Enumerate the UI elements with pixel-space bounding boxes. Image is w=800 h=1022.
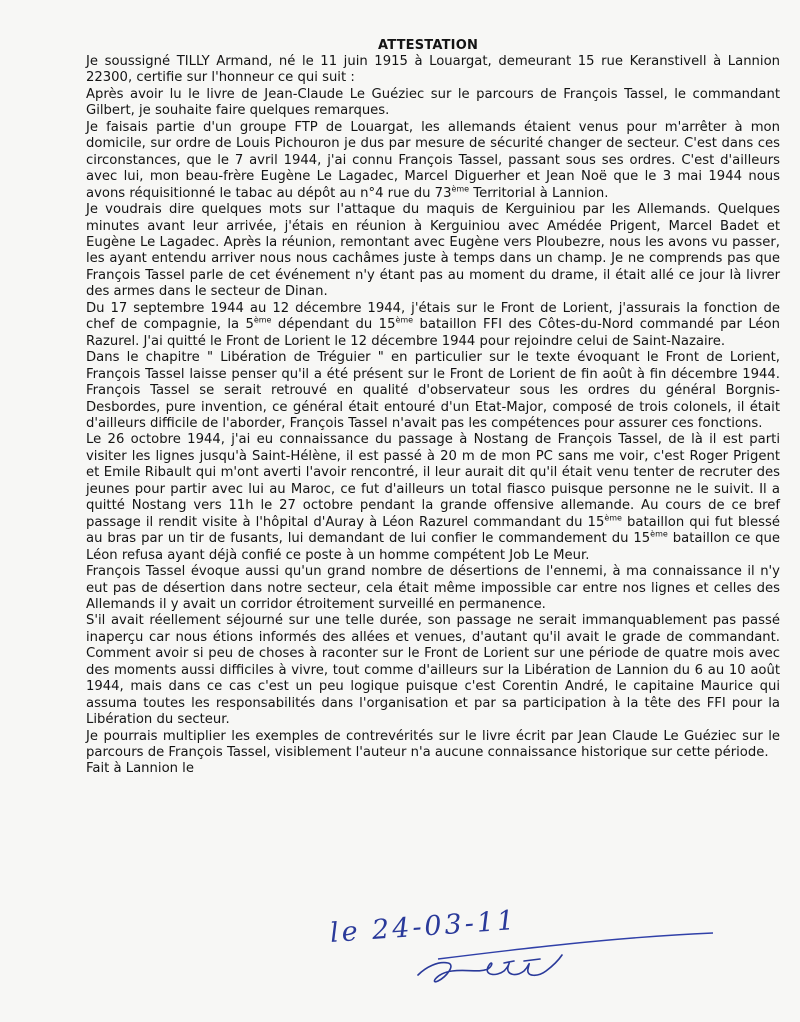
paragraph: Du 17 septembre 1944 au 12 décembre 1944, j'étais sur le Front de Lorient, j'assurais la fonction de chef de compagnie, la 5ème dépendant du 15ème bataillon FFI des Côtes-du-Nord commandé par Léon Razurel. J'ai quitté le Front de Lorient le 12 décembre 1944 pour rejoindre celui de Saint-Nazaire. xyxy=(86,300,780,349)
paragraph: Je pourrais multiplier les exemples de contrevérités sur le livre écrit par Jean Claude Le Guéziec sur le parcours de François Tassel, visiblement l'auteur n'a aucune connaissance historique sur cette période. xyxy=(86,728,780,761)
paragraph: Après avoir lu le livre de Jean-Claude Le Guéziec sur le parcours de François Tassel, le commandant Gilbert, je souhaite faire quelques remarques. xyxy=(86,86,780,119)
document-title: ATTESTATION xyxy=(377,38,479,53)
paragraph: Je voudrais dire quelques mots sur l'attaque du maquis de Kerguiniou par les Allemands. Quelques minutes avant leur arrivée, j'étais en réunion à Kerguiniou avec Amédée Prigent, Marcel Badet et Eugène Le Lagadec. Après la réunion, remontant avec Eugène vers Ploubezre, nous les avons vu passer, les ayant entendu arriver nous nous cachâmes juste à temps dans un champ. Je ne comprends pas que François Tassel parle de cet événement n'y étant pas au moment du drame, il était allé ce jour là livrer des armes dans le secteur de Dinan. xyxy=(86,202,780,300)
paragraph: François Tassel évoque aussi qu'un grand nombre de désertions de l'ennemi, à ma connaissance il n'y eut pas de désertion dans notre secteur, cela était même impossible car entre nos lignes et celles des Allemands il y avait un corridor étroitement surveillé en permanence. xyxy=(86,564,780,612)
paragraph: Le 26 octobre 1944, j'ai eu connaissance du passage à Nostang de François Tassel, de là il est parti visiter les lignes jusqu'à Saint-Hélène, il est passé à 20 m de mon PC sans me voir, c'est Roger Prigent et Emile Ribault qui m'ont averti l'avoir rencontré, il leur aurait dit qu'il était venu tenter de recruter des jeunes pour partir avec lui au Maroc, ce fut d'ailleurs un total fiasco puisque personne ne le suivit. Il a quitté Nostang vers 11h le 27 octobre pendant la grande offensive allemande. Au cours de ce bref passage il rendit visite à l'hôpital d'Auray à Léon Razurel commandant du 15ème bataillon qui fut blessé au bras par un tir de fusants, lui demandant de lui confier le commandement du 15ème bataillon ce que Léon refusa ayant déjà confié ce poste à un homme compétent Job Le Meur. xyxy=(86,432,780,563)
document-body xyxy=(86,54,780,761)
closing-line: Fait à Lannion le xyxy=(86,761,194,777)
handwritten-date: le 24-03-11 xyxy=(328,904,519,949)
paragraph: Dans le chapitre " Libération de Tréguier " en particulier sur le texte évoquant le Front de Lorient, François Tassel laisse penser qu'il a été présent sur le Front de Lorient de fin août à fin décembre 1944. François Tassel se serait retrouvé en qualité d'observateur sous les ordres du général Borgnis-Desbordes, pure invention, ce général était entouré d'un Etat-Major, composé de trois colonels, il était d'ailleurs difficile de l'aborder, François Tassel n'avait pas les compétences pour assurer ces fonctions. xyxy=(86,350,780,431)
paragraph: S'il avait réellement séjourné sur une telle durée, son passage ne serait immanquablement pas passé inaperçu car nous étions informés des allées et venues, d'autant qu'il avait le grade de commandant. Comment avoir si peu de choses à raconter sur le Front de Lorient sur une période de quatre mois avec des moments aussi difficiles à vivre, tout comme d'ailleurs sur la Libération de Lannion du 6 au 10 août 1944, mais dans ce cas c'est un peu logique puisque c'est Corentin André, le capitaine Maurice qui assuma toutes les responsabilités dans l'organisation et par sa participation à la tête des FFI pour la Libération du secteur. xyxy=(86,613,780,728)
signature xyxy=(318,915,718,995)
paragraph: Je soussigné TILLY Armand, né le 11 juin 1915 à Louargat, demeurant 15 rue Keranstivell à Lannion 22300, certifie sur l'honneur ce qui suit : xyxy=(86,54,780,86)
paragraph: Je faisais partie d'un groupe FTP de Louargat, les allemands étaient venus pour m'arrêter à mon domicile, sur ordre de Louis Pichouron je dus par mesure de sécurité changer de secteur. C'est dans ces circonstances, que le 7 avril 1944, j'ai connu François Tassel, passant sous ses ordres. C'est d'ailleurs avec lui, mon beau-frère Eugène Le Lagadec, Marcel Diguerher et Jean Noë que le 3 mai 1944 nous avons réquisitionné le tabac au dépôt au n°4 rue du 73ème Territorial à Lannion. xyxy=(86,119,780,201)
